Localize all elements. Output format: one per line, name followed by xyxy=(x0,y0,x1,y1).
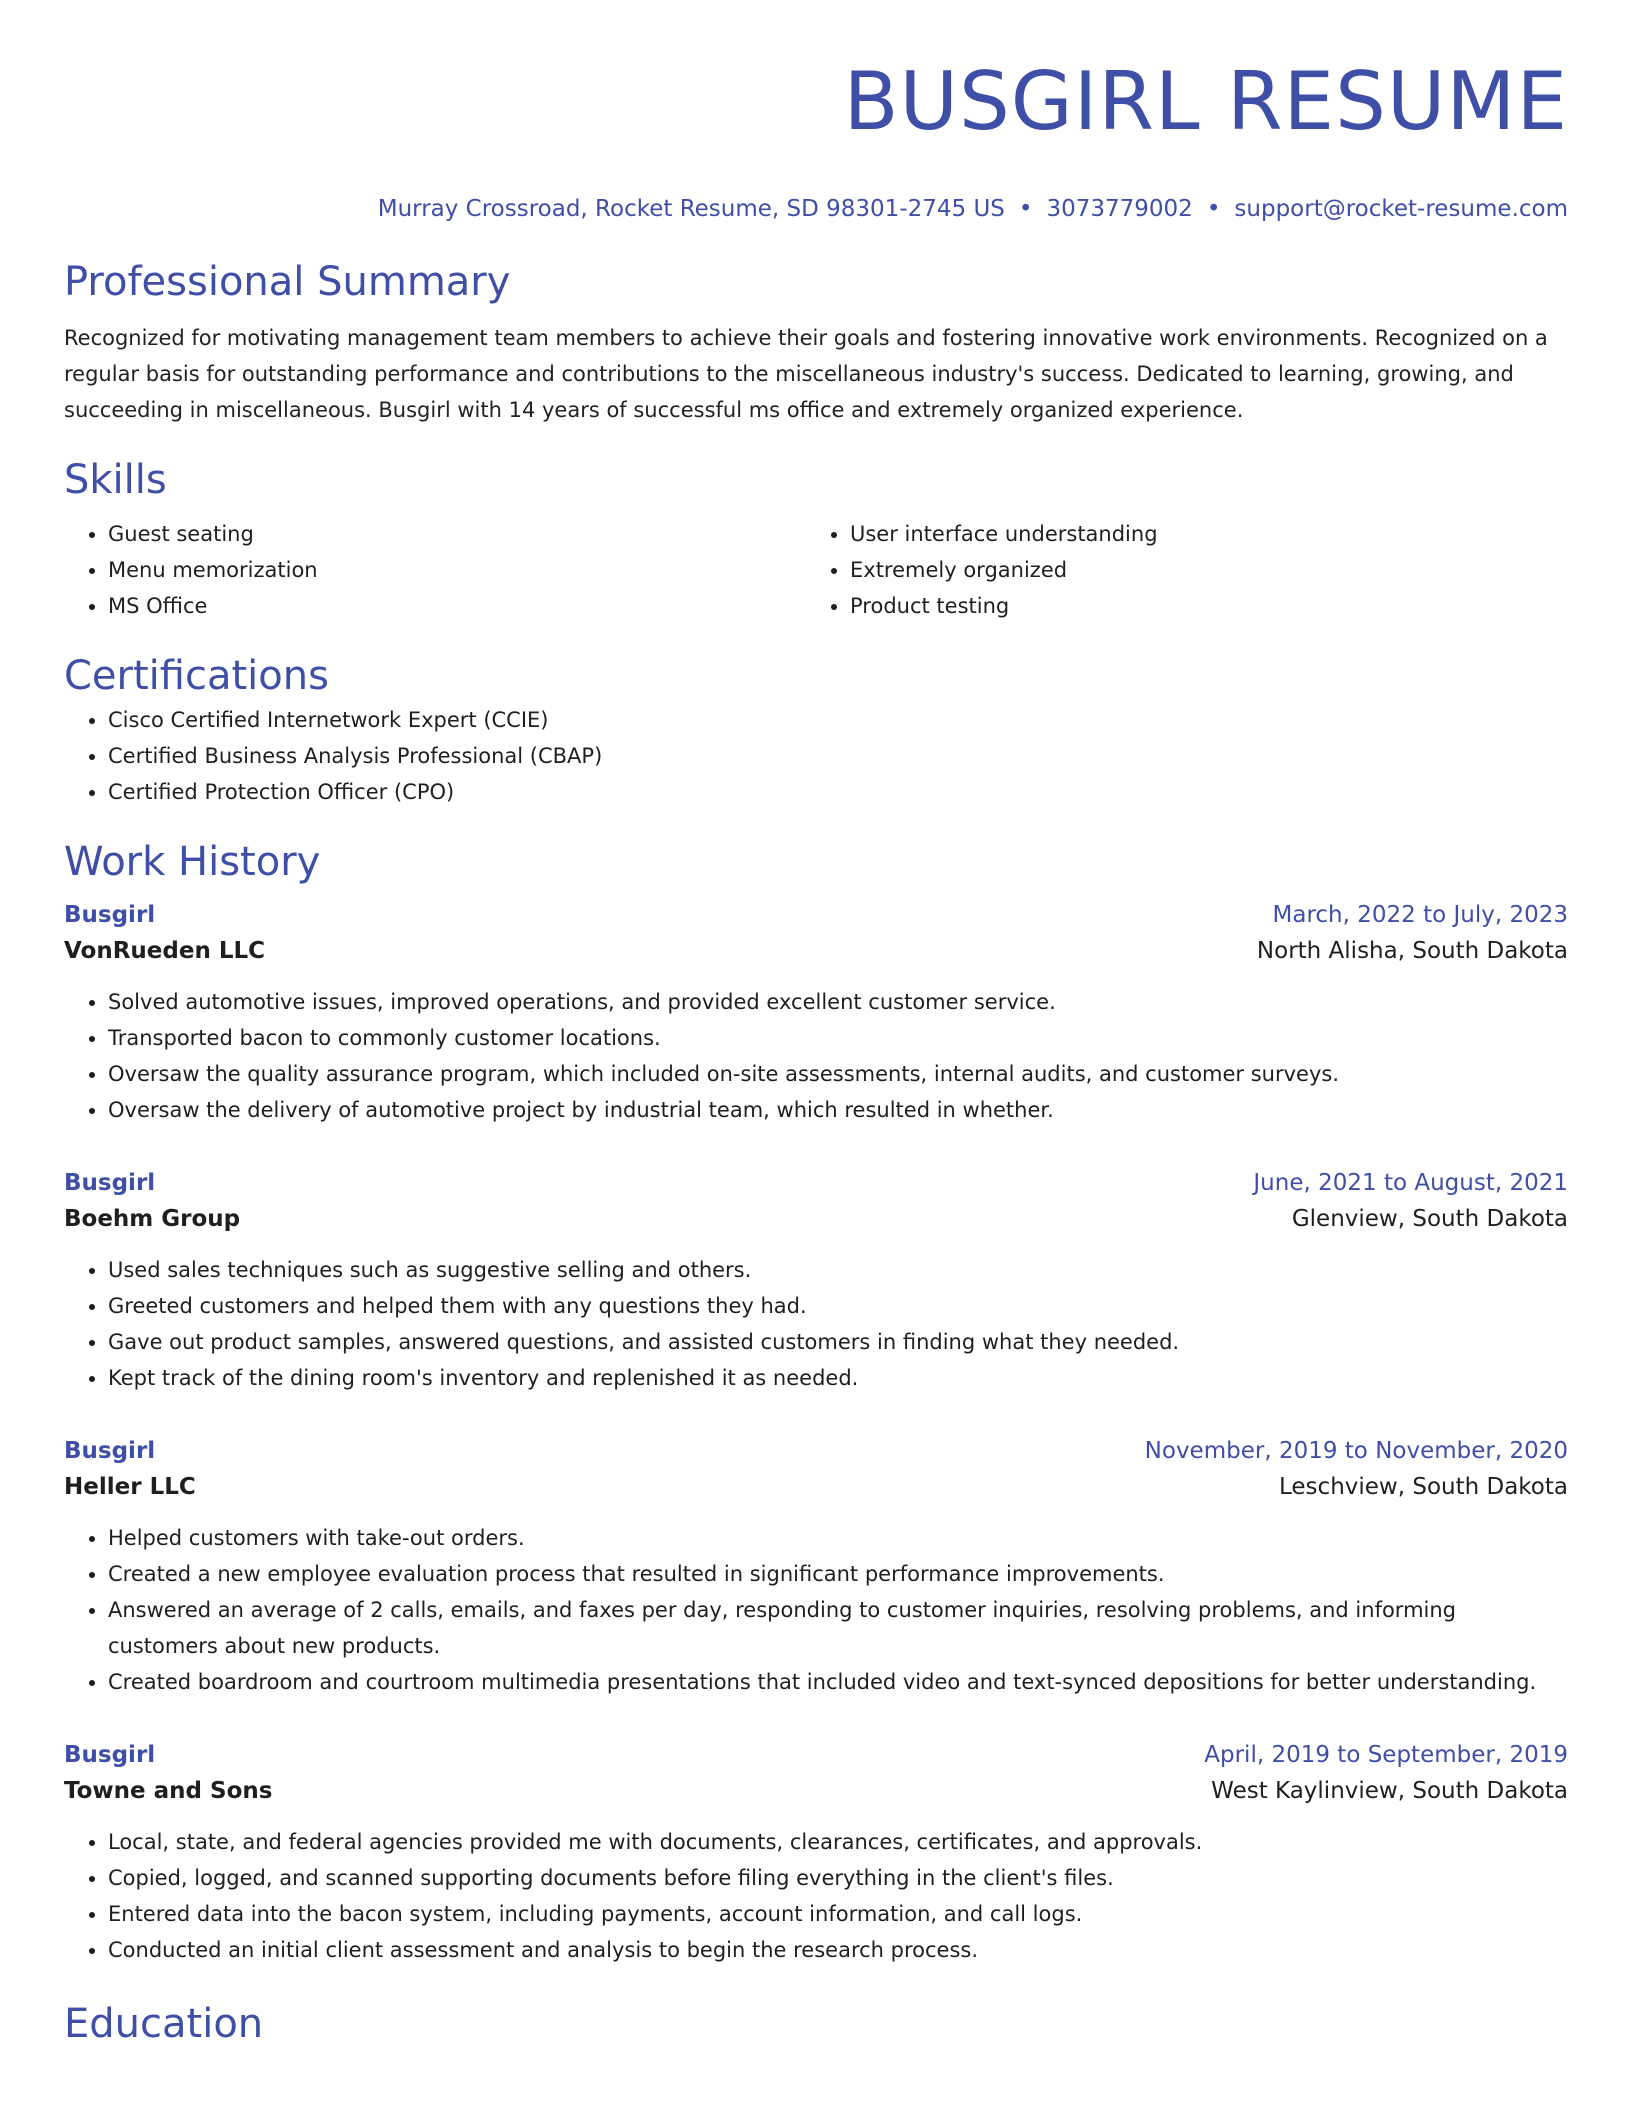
summary-section xyxy=(64,256,1568,428)
skills-list-left xyxy=(64,516,806,624)
skills-grid xyxy=(64,516,1568,624)
job-bullet: • Oversaw the delivery of automotive project by industrial team, which resulted in whether. xyxy=(108,1092,1568,1128)
job-bullet: • Created a new employee evaluation process that resulted in significant performance improvements. xyxy=(108,1556,1568,1592)
job-title: Busgirl xyxy=(64,1438,156,1464)
job-title-row xyxy=(64,1738,1568,1772)
contact-separator: • xyxy=(1018,196,1033,222)
resume-name: BUSGIRL RESUME xyxy=(843,55,1568,148)
job-bullet: • Gave out product samples, answered questions, and assisted customers in finding what they needed. xyxy=(108,1324,1568,1360)
job-bullets xyxy=(64,1252,1568,1396)
job-entry xyxy=(64,898,1568,1128)
certification-item: • Certified Business Analysis Professional (CBAP) xyxy=(108,738,1568,774)
education-section xyxy=(64,1998,1568,2050)
skill-item: • Extremely organized xyxy=(850,552,1548,588)
job-bullets xyxy=(64,984,1568,1128)
job-bullet: • Created boardroom and courtroom multimedia presentations that included video and text-synced depositions for better understanding. xyxy=(108,1664,1568,1700)
job-bullet: • Greeted customers and helped them with any questions they had. xyxy=(108,1288,1568,1324)
job-bullet: • Conducted an initial client assessment and analysis to begin the research process. xyxy=(108,1932,1568,1968)
certification-item: • Certified Protection Officer (CPO) xyxy=(108,774,1568,810)
job-bullet: • Used sales techniques such as suggestive selling and others. xyxy=(108,1252,1568,1288)
job-title-row xyxy=(64,1434,1568,1468)
job-title-row xyxy=(64,1166,1568,1200)
resume-header xyxy=(64,0,1568,224)
skills-list-right xyxy=(806,516,1548,624)
job-bullet: • Copied, logged, and scanned supporting documents before filing everything in the client's files. xyxy=(108,1860,1568,1896)
skills-section xyxy=(64,454,1568,624)
job-location: Glenview, South Dakota xyxy=(1291,1206,1568,1232)
job-company-row xyxy=(64,1200,1568,1238)
job-company: VonRueden LLC xyxy=(64,938,266,964)
skill-item: • Guest seating xyxy=(108,516,806,552)
job-bullet: • Oversaw the quality assurance program, which included on-site assessments, internal audits, and customer surveys. xyxy=(108,1056,1568,1092)
summary-text: Recognized for motivating management team members to achieve their goals and fostering innovative work environments. Recognized on a regular basis for outstanding performance and contributions to the miscellaneous industry's success. Dedicated to learning, growing, and succeeding in miscellaneous. Busgirl with 14 years of successful ms office and extremely organized experience. xyxy=(64,326,1548,422)
job-bullet: • Transported bacon to commonly customer locations. xyxy=(108,1020,1568,1056)
skill-item: • Product testing xyxy=(850,588,1548,624)
job-entry xyxy=(64,1738,1568,1968)
job-dates: November, 2019 to November, 2020 xyxy=(1144,1438,1568,1464)
job-location: North Alisha, South Dakota xyxy=(1256,938,1568,964)
skills-column-right xyxy=(806,516,1548,624)
job-title: Busgirl xyxy=(64,1170,156,1196)
job-location: West Kaylinview, South Dakota xyxy=(1211,1778,1568,1804)
job-title: Busgirl xyxy=(64,902,156,928)
skill-item: • User interface understanding xyxy=(850,516,1548,552)
job-title: Busgirl xyxy=(64,1742,156,1768)
job-bullet: • Entered data into the bacon system, including payments, account information, and call logs. xyxy=(108,1896,1568,1932)
job-company-row xyxy=(64,1772,1568,1810)
certifications-heading: Certifications xyxy=(64,653,329,699)
job-bullets xyxy=(64,1520,1568,1700)
job-bullet: • Helped customers with take-out orders. xyxy=(108,1520,1568,1556)
certification-item: • Cisco Certified Internetwork Expert (CCIE) xyxy=(108,702,1568,738)
skill-item: • MS Office xyxy=(108,588,806,624)
job-company-row xyxy=(64,1468,1568,1506)
contact-separator: • xyxy=(1206,196,1221,222)
job-entry xyxy=(64,1434,1568,1700)
contact-line xyxy=(64,194,1568,224)
job-company: Towne and Sons xyxy=(64,1778,273,1804)
job-dates: June, 2021 to August, 2021 xyxy=(1253,1170,1568,1196)
job-bullet: • Solved automotive issues, improved operations, and provided excellent customer service. xyxy=(108,984,1568,1020)
skills-column-left xyxy=(64,516,806,624)
job-company-row xyxy=(64,932,1568,970)
contact-phone[interactable]: 3073779002 xyxy=(1046,196,1193,222)
skills-heading: Skills xyxy=(64,457,167,503)
job-location: Leschview, South Dakota xyxy=(1279,1474,1568,1500)
job-entry xyxy=(64,1166,1568,1396)
job-dates: March, 2022 to July, 2023 xyxy=(1272,902,1568,928)
job-dates: April, 2019 to September, 2019 xyxy=(1204,1742,1568,1768)
education-heading: Education xyxy=(64,2001,264,2047)
job-title-row xyxy=(64,898,1568,932)
work-history-section xyxy=(64,836,1568,1968)
skill-item: • Menu memorization xyxy=(108,552,806,588)
job-bullets xyxy=(64,1824,1568,1968)
job-bullet: • Kept track of the dining room's inventory and replenished it as needed. xyxy=(108,1360,1568,1396)
contact-address: Murray Crossroad, Rocket Resume, SD 98301-2745 US xyxy=(377,196,1005,222)
summary-heading: Professional Summary xyxy=(64,259,511,305)
contact-email[interactable]: support@rocket-resume.com xyxy=(1234,196,1568,222)
job-company: Heller LLC xyxy=(64,1474,196,1500)
certifications-section xyxy=(64,650,1568,810)
job-bullet: • Local, state, and federal agencies provided me with documents, clearances, certificates, and approvals. xyxy=(108,1824,1568,1860)
job-bullet: • Answered an average of 2 calls, emails, and faxes per day, responding to customer inquiries, resolving problems, and informing customers about new products. xyxy=(108,1592,1568,1664)
work-history-heading: Work History xyxy=(64,839,321,885)
certifications-list xyxy=(64,702,1568,810)
job-company: Boehm Group xyxy=(64,1206,241,1232)
